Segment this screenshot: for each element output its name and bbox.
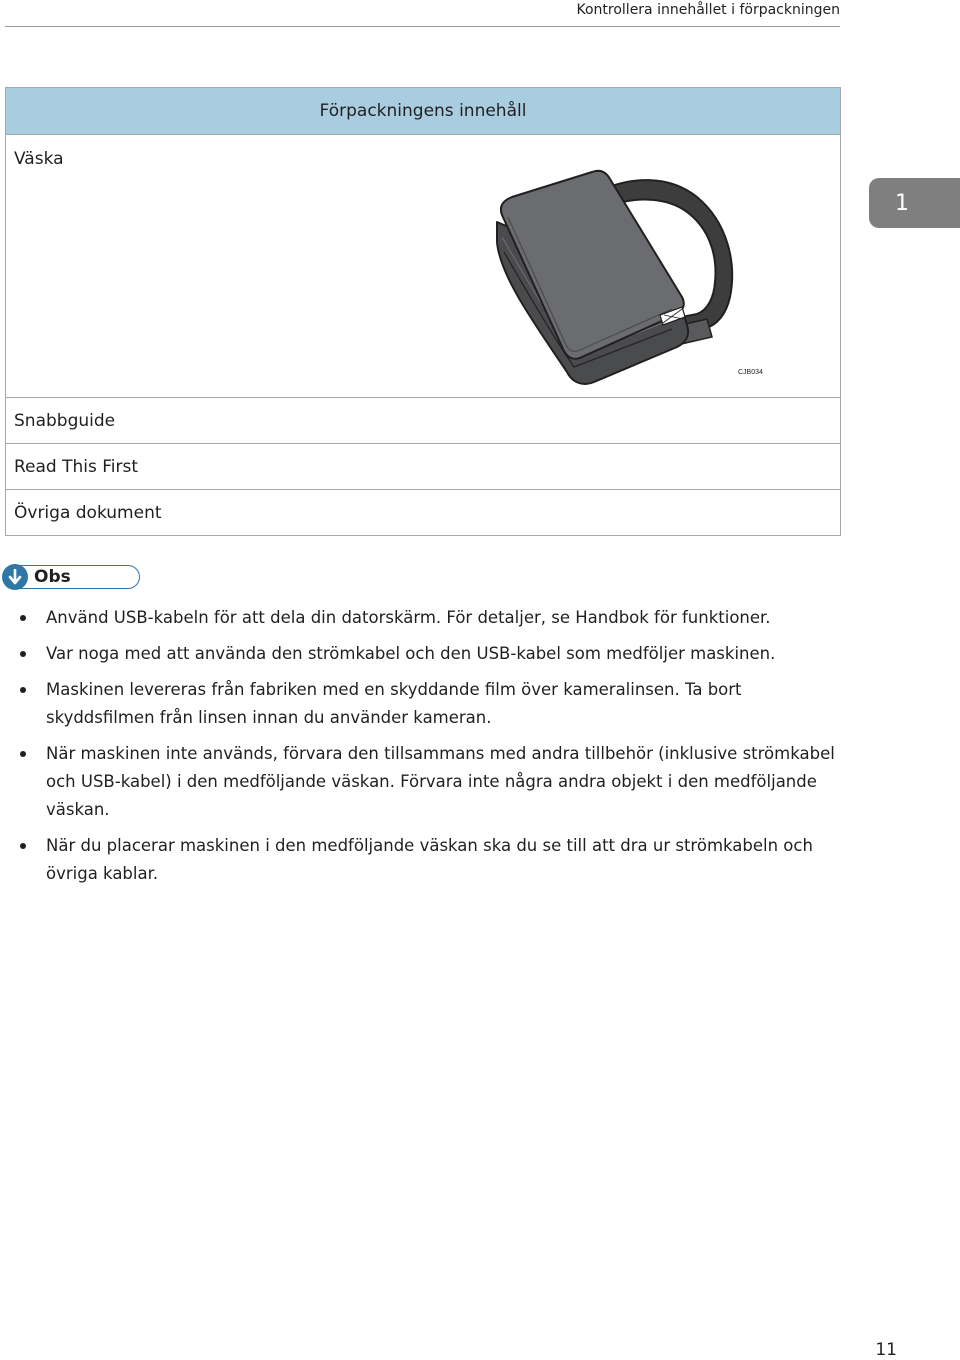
item-label: Övriga dokument [6, 490, 841, 536]
bag-illustration [482, 167, 788, 395]
chapter-tab: 1 [869, 178, 960, 228]
running-header: Kontrollera innehållet i förpackningen [576, 2, 840, 18]
table-row [6, 135, 841, 398]
header-divider [5, 26, 840, 27]
table-row [6, 398, 841, 444]
table-header-row [6, 88, 841, 135]
list-item: När du placerar maskinen i den medföljande väskan ska du se till att dra ur strömkabeln och övriga kablar. [20, 832, 850, 888]
page-number: 11 [875, 1340, 897, 1360]
list-item: Var noga med att använda den strömkabel och den USB-kabel som medföljer maskinen. [20, 640, 850, 668]
arrow-down-icon [2, 564, 28, 590]
table-cell-bag [6, 135, 841, 398]
list-item: Maskinen levereras från fabriken med en skyddande film över kameralinsen. Ta bort skyddsfilmen från linsen innan du använder kameran. [20, 676, 850, 732]
table-row [6, 444, 841, 490]
list-item: När maskinen inte används, förvara den tillsammans med andra tillbehör (inklusive strömkabel och USB-kabel) i den medföljande väskan. Förvara inte några andra objekt i den medföljande väskan. [20, 740, 850, 824]
note-heading [3, 565, 140, 589]
note-list [20, 604, 850, 896]
item-label: Read This First [6, 444, 841, 490]
item-label: Väska [14, 149, 64, 169]
item-label: Snabbguide [6, 398, 841, 444]
list-item: Använd USB-kabeln för att dela din datorskärm. För detaljer, se Handbok för funktioner. [20, 604, 850, 632]
table-row [6, 490, 841, 536]
package-contents-table [5, 87, 841, 536]
note-label: Obs [34, 567, 71, 587]
figure-code: CJB034 [738, 369, 763, 376]
table-heading: Förpackningens innehåll [6, 88, 841, 135]
